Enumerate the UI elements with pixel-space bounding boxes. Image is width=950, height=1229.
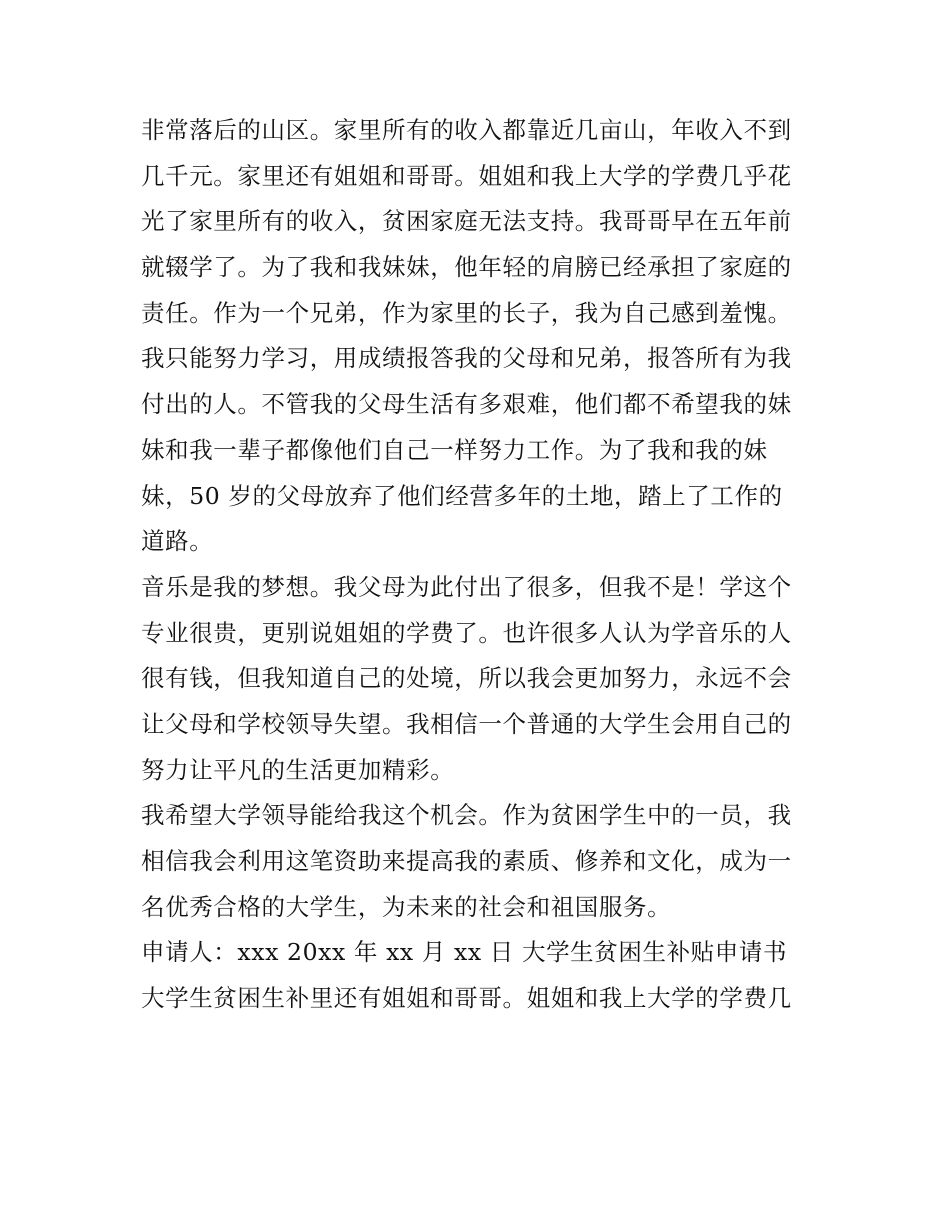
text-line: 音乐是我的梦想。我父母为此付出了很多，但我不是！学这个 (141, 572, 792, 601)
text-line: 名优秀合格的大学生，为未来的社会和祖国服务。 (141, 892, 672, 921)
text-line: 让父母和学校领导失望。我相信一个普通的大学生会用自己的 (141, 709, 792, 738)
text-line: 责任。作为一个兄弟，作为家里的长子，我为自己感到羞愧。 (141, 298, 792, 327)
signature-line: 申请人：xxx 20xx 年 xx 月 xx 日 大学生贫困生补贴申请书 (141, 938, 788, 967)
text-line: 妹，50 岁的父母放弃了他们经营多年的土地，踏上了工作的 (141, 481, 783, 510)
text-line: 道路。 (141, 527, 214, 556)
text-line: 非常落后的山区。家里所有的收入都靠近几亩山，年收入不到 (141, 116, 792, 144)
document-body (141, 108, 821, 1022)
text-line: 相信我会利用这笔资助来提高我的素质、修养和文化，成为一 (141, 847, 792, 875)
text-line: 就辍学了。为了我和我妹妹，他年轻的肩膀已经承担了家庭的 (141, 253, 792, 282)
text-line: 光了家里所有的收入，贫困家庭无法支持。我哥哥早在五年前 (141, 207, 792, 236)
text-line: 大学生贫困生补里还有姐姐和哥哥。姐姐和我上大学的学费几 (141, 984, 792, 1013)
text-line: 几千元。家里还有姐姐和哥哥。姐姐和我上大学的学费几乎花 (141, 161, 792, 190)
text-line: 我只能努力学习，用成绩报答我的父母和兄弟，报答所有为我 (141, 344, 792, 373)
text-line: 我希望大学领导能给我这个机会。作为贫困学生中的一员，我 (141, 801, 792, 830)
text-line: 妹和我一辈子都像他们自己一样努力工作。为了我和我的妹 (141, 435, 768, 464)
text-line: 很有钱，但我知道自己的处境，所以我会更加努力，永远不会 (141, 664, 792, 693)
text-line: 努力让平凡的生活更加精彩。 (141, 755, 455, 784)
text-line: 付出的人。不管我的父母生活有多艰难，他们都不希望我的妹 (141, 390, 792, 419)
text-line: 专业很贵，更别说姐姐的学费了。也许很多人认为学音乐的人 (141, 618, 792, 647)
